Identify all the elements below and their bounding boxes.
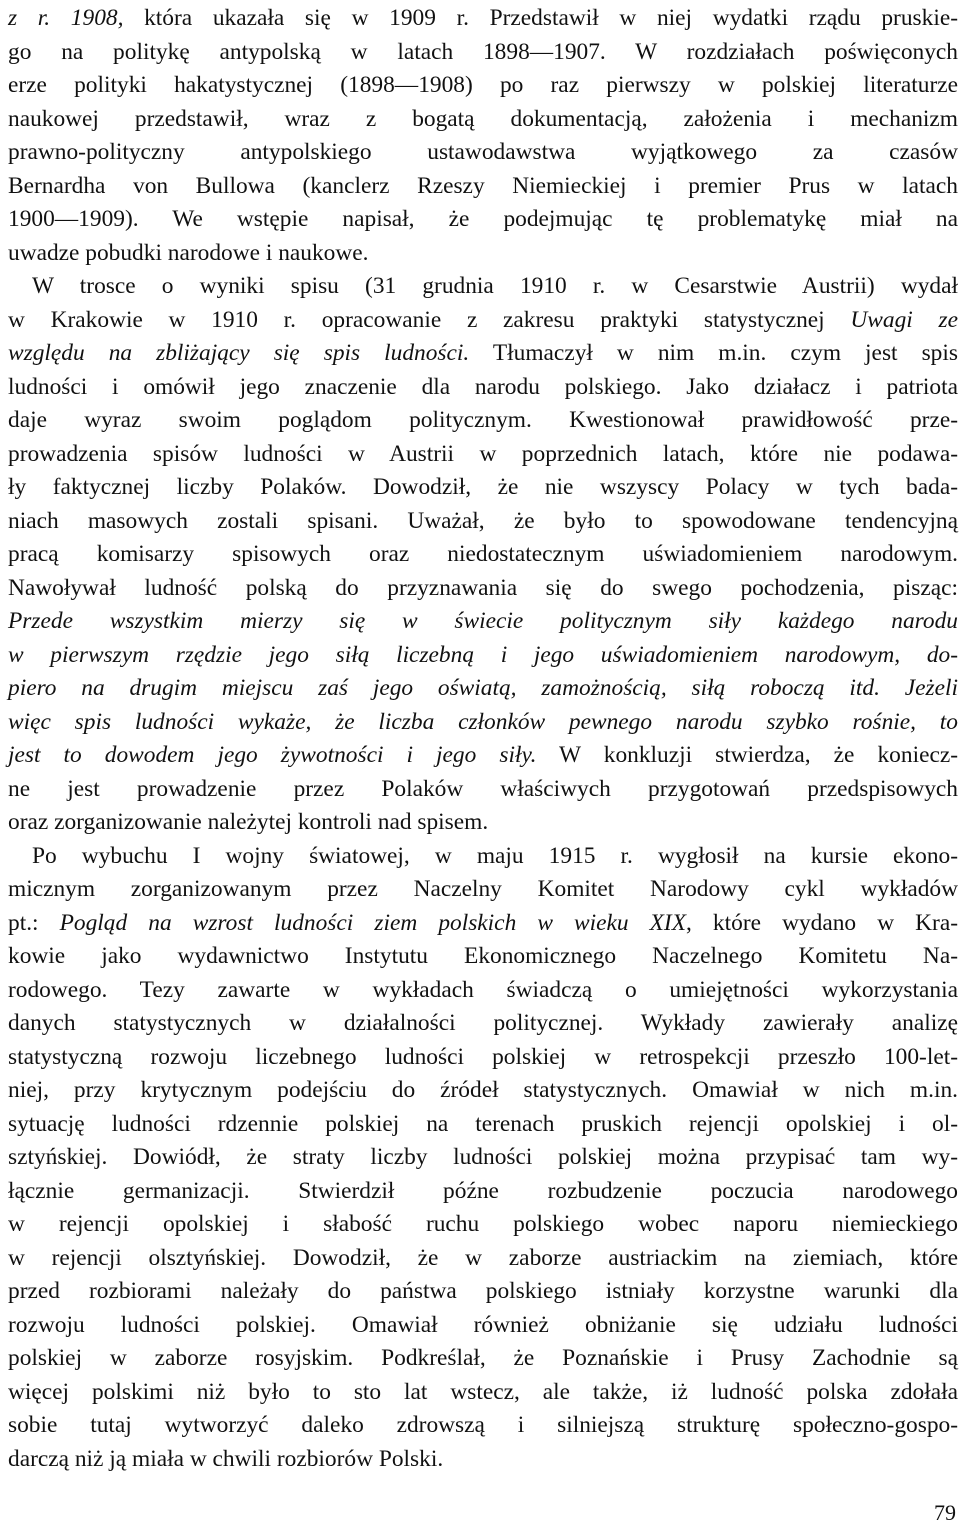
text-segment: danych statystycznych w działalności politycznej. Wykłady zawierały analizę bbox=[8, 1010, 958, 1036]
text-segment: sobie tutaj wytworzyć daleko zdrowszą i silniejszą strukturę społeczno-gospo- bbox=[8, 1412, 958, 1438]
text-line bbox=[8, 940, 958, 974]
text-line bbox=[8, 136, 958, 170]
text-segment: rodowego. Tezy zawarte w wykładach świadczą o umiejętności wykorzystania bbox=[8, 976, 958, 1003]
text-line bbox=[8, 1175, 958, 1209]
text-line bbox=[8, 572, 958, 606]
text-line bbox=[8, 1275, 958, 1309]
text-segment: uwadze pobudki narodowe i naukowe. bbox=[8, 239, 369, 266]
text-line bbox=[8, 337, 958, 371]
text-line bbox=[8, 371, 958, 405]
text-line bbox=[8, 103, 958, 137]
text-line bbox=[8, 170, 958, 204]
text-line bbox=[8, 1141, 958, 1175]
text-segment: prowadzenia spisów ludności w Austrii w poprzednich latach, które nie podawa- bbox=[8, 440, 958, 467]
italic-text-segment: piero na drugim miejscu zaś jego oświatą, zamożnością, siłą roboczą itd. Jeżeli bbox=[8, 675, 958, 701]
text-line bbox=[8, 639, 958, 673]
italic-text-segment: Pogląd na wzrost ludności ziem polskich w wieku XIX bbox=[59, 909, 687, 936]
text-line bbox=[8, 873, 958, 907]
text-line bbox=[8, 69, 958, 103]
text-segment: w rejencji olsztyńskiej. Dowodził, że w zaborze austriackim na ziemiach, które bbox=[8, 1244, 958, 1271]
text-segment: Po wybuchu I wojny światowej, w maju 1915 r. wygłosił na kursie ekono- bbox=[32, 842, 958, 869]
text-segment: pt.: bbox=[8, 909, 60, 936]
text-segment: przed rozbiorami należały do państwa polskiego istniały korzystne warunki dla bbox=[8, 1278, 958, 1304]
italic-text-segment: Przede wszystkim mierzy się w świecie politycznym siły każdego narodu bbox=[8, 608, 958, 634]
text-line bbox=[8, 706, 958, 740]
text-line bbox=[8, 1208, 958, 1242]
text-line bbox=[8, 270, 958, 304]
text-segment: kowie jako wydawnictwo Instytutu Ekonomicznego Naczelnego Komitetu Na- bbox=[8, 943, 958, 969]
text-segment: łącznie germanizacji. Stwierdził późne rozbudzenie poczucia narodowego bbox=[8, 1177, 958, 1204]
italic-text-segment: z r. 1908, bbox=[8, 5, 124, 31]
text-line bbox=[8, 605, 958, 639]
text-segment: daje wyraz swoim poglądom politycznym. Kwestionował prawidłowość prze- bbox=[8, 407, 958, 433]
text-segment: w rejencji opolskiej i słabość ruchu polskiego wobec naporu niemieckiego bbox=[8, 1211, 958, 1237]
text-line bbox=[8, 1242, 958, 1276]
body-text bbox=[8, 2, 958, 1476]
text-segment: Tłumaczył w nim m.in. czym jest spis bbox=[469, 340, 958, 366]
text-segment: niach masowych zostali spisani. Uważał, że było to spowodowane tendencyjną bbox=[8, 507, 958, 534]
text-segment: ludności i omówił jego znaczenie dla narodu polskiego. Jako działacz i patriota bbox=[8, 373, 958, 400]
text-line bbox=[8, 203, 958, 237]
text-segment: w Krakowie w 1910 r. opracowanie z zakresu praktyki statystycznej bbox=[8, 306, 851, 333]
italic-text-segment: jest to dowodem jego żywotności i jego siły. bbox=[8, 742, 537, 768]
text-line bbox=[8, 505, 958, 539]
text-segment: Nawoływał ludność polską do przyznawania się do swego pochodzenia, pisząc: bbox=[8, 574, 958, 601]
text-line bbox=[8, 1409, 958, 1443]
text-segment: Bernardha von Bullowa (kanclerz Rzeszy Niemieckiej i premier Prus w latach bbox=[8, 172, 958, 199]
text-segment: więcej polskimi niż było to sto lat wstecz, ale także, iż ludność polska zdołała bbox=[8, 1378, 958, 1405]
text-segment: micznym zorganizowanym przez Naczelny Komitet Narodowy cykl wykładów bbox=[8, 876, 958, 902]
text-line bbox=[8, 2, 958, 36]
text-segment: W konkluzji stwierdza, że koniecz- bbox=[536, 742, 959, 768]
text-line bbox=[8, 36, 958, 70]
text-segment: W trosce o wyniki spisu (31 grudnia 1910 r. w Cesarstwie Austrii) wydał bbox=[32, 273, 958, 299]
text-line bbox=[8, 1443, 958, 1477]
text-line bbox=[8, 672, 958, 706]
italic-text-segment: względu na zbliżający się spis ludności. bbox=[8, 340, 470, 366]
text-line bbox=[8, 471, 958, 505]
text-segment: sytuację ludności rdzennie polskiej na terenach pruskich rejencji opolskiej i ol- bbox=[8, 1110, 958, 1137]
text-line bbox=[8, 304, 958, 338]
text-segment: naukowej przedstawił, wraz z bogatą dokumentacją, założenia i mechanizm bbox=[8, 105, 958, 132]
italic-text-segment: więc spis ludności wykaże, że liczba członków pewnego narodu szybko rośnie, to bbox=[8, 708, 958, 735]
text-line bbox=[8, 237, 958, 271]
text-segment: sztyńskiej. Dowiódł, że straty liczby ludności polskiej można przypisać tam wy- bbox=[8, 1144, 958, 1170]
text-segment: oraz zorganizowanie należytej kontroli nad spisem. bbox=[8, 809, 489, 835]
text-segment: prawno-polityczny antypolskiego ustawodawstwa wyjątkowego za czasów bbox=[8, 139, 958, 165]
text-segment: , które wydano w Kra- bbox=[686, 909, 959, 936]
text-line bbox=[8, 907, 958, 941]
text-segment: która ukazała się w 1909 r. Przedstawił w niej wydatki rządu pruskie- bbox=[123, 5, 958, 31]
text-line bbox=[8, 1041, 958, 1075]
text-segment: niej, przy krytycznym podejściu do źródeł statystycznych. Omawiał w nich m.in. bbox=[8, 1077, 958, 1103]
text-segment: go na politykę antypolską w latach 1898—1907. W rozdziałach poświęconych bbox=[8, 38, 958, 65]
italic-text-segment: w pierwszym rzędzie jego siłą liczebną i jego uświadomieniem narodowym, do- bbox=[8, 641, 958, 668]
text-segment: darczą niż ją miała w chwili rozbiorów Polski. bbox=[8, 1445, 444, 1472]
text-segment: statystyczną rozwoju liczebnego ludności polskiej w retrospekcji przeszło 100-let- bbox=[8, 1043, 958, 1070]
text-line bbox=[8, 438, 958, 472]
text-segment: pracą komisarzy spisowych oraz niedostatecznym uświadomieniem narodowym. bbox=[8, 541, 958, 567]
text-segment: ne jest prowadzenie przez Polaków właściwych przygotowań przedspisowych bbox=[8, 775, 958, 802]
text-line bbox=[8, 806, 958, 840]
text-line bbox=[8, 404, 958, 438]
text-line bbox=[8, 1309, 958, 1343]
text-line bbox=[8, 1376, 958, 1410]
text-segment: erze polityki hakatystycznej (1898—1908) po raz pierwszy w polskiej literaturze bbox=[8, 72, 958, 98]
italic-text-segment: Uwagi ze bbox=[850, 306, 958, 333]
text-line bbox=[8, 1108, 958, 1142]
text-segment: rozwoju ludności polskiej. Omawiał również obniżanie się udziału ludności bbox=[8, 1311, 958, 1338]
text-line bbox=[8, 840, 958, 874]
text-segment: ły faktycznej liczby Polaków. Dowodził, że nie wszyscy Polacy w tych bada- bbox=[8, 474, 958, 500]
text-line bbox=[8, 1342, 958, 1376]
text-line bbox=[8, 1074, 958, 1108]
text-segment: 1900—1909). We wstępie napisał, że podejmując tę problematykę miał na bbox=[8, 206, 958, 232]
page-number: 79 bbox=[934, 1500, 956, 1525]
text-line bbox=[8, 538, 958, 572]
text-line bbox=[8, 974, 958, 1008]
text-line bbox=[8, 1007, 958, 1041]
text-line bbox=[8, 773, 958, 807]
text-line bbox=[8, 739, 958, 773]
text-segment: polskiej w zaborze rosyjskim. Podkreślał, że Poznańskie i Prusy Zachodnie są bbox=[8, 1345, 958, 1371]
